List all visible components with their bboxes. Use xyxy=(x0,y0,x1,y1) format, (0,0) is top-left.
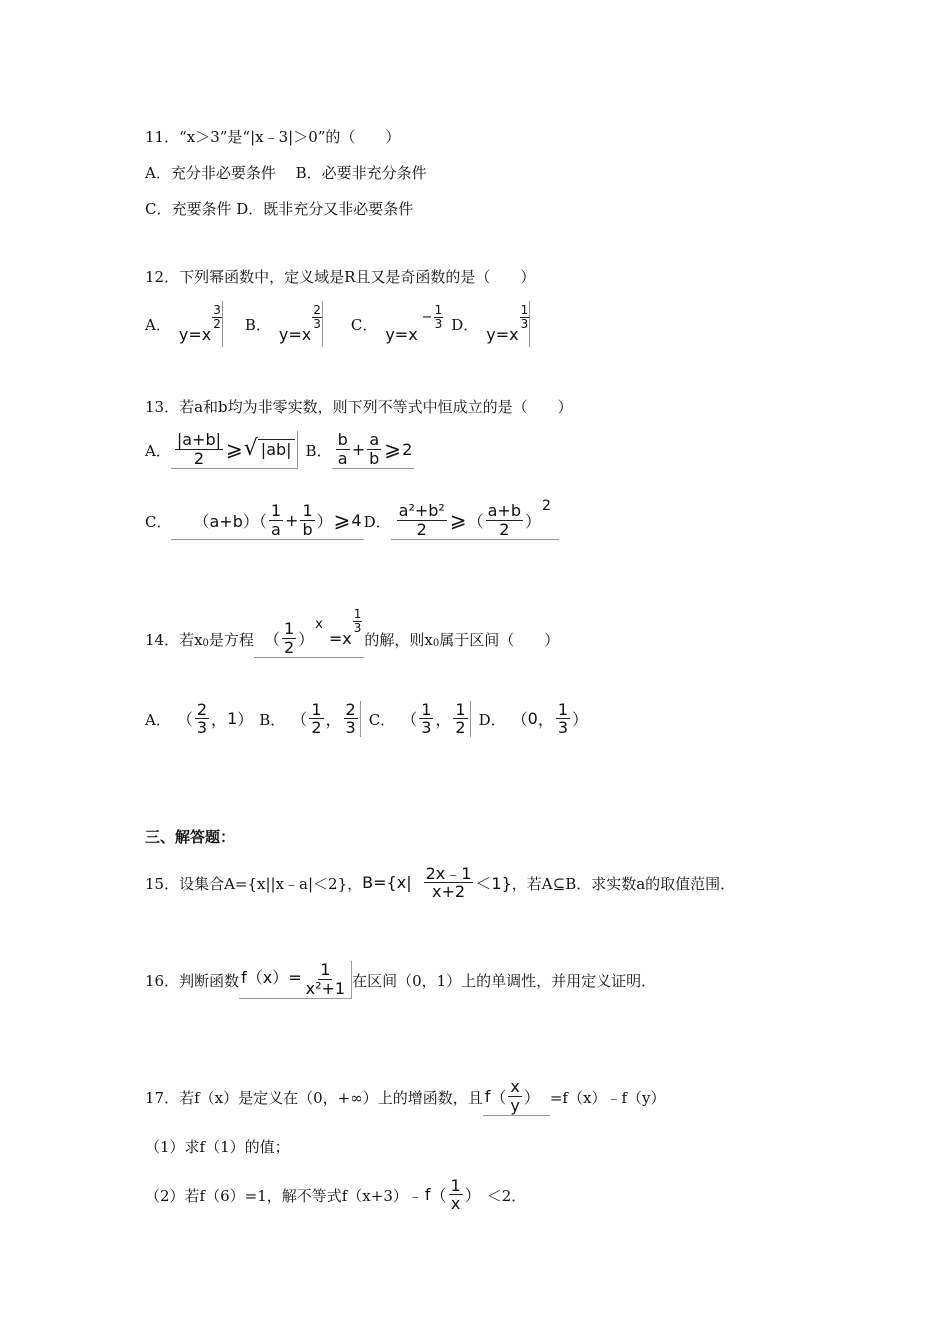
q14-option-d: （ 0 ， $\frac{1}{3}$ ） xyxy=(511,699,589,738)
q11-stem: 11．“x＞3”是“|x﹣3|＞0”的（ ） xyxy=(145,128,401,146)
q13-label-d: D． xyxy=(363,512,391,531)
q17-f-one-over-x: f （ $\frac{1}{x}$ ） xyxy=(424,1175,481,1214)
q13-label-b: B． xyxy=(305,441,332,460)
q13-options-ab xyxy=(145,426,414,474)
q12-stem: 12．下列幂函数中，定义域是R且又是奇函数的是（ ） xyxy=(145,268,536,286)
q17-stem: 17．若f（x）是定义在（0，+∞）上的增函数，且 f （ $\frac{x}{y}$ ） =f（x）﹣f（y） xyxy=(145,1077,666,1115)
q13-label-a: A． xyxy=(145,441,171,460)
q11-options-ab: A．充分非必要条件 B．必要非充分条件 xyxy=(145,164,427,182)
q16-stem: 16．判断函数 f（x）= $\frac{1}{\text{x²+1}}$ 在区间（0，1）上的单调性，并用定义证明． xyxy=(145,960,657,998)
q12-label-c: C． xyxy=(350,315,378,334)
q14-label-d: D． xyxy=(478,710,506,729)
q12-option-b-formula: y=x 2 3 xyxy=(279,301,323,347)
q12-option-a-formula: y=x 3 2 xyxy=(179,301,223,347)
q12-option-d-formula: y=x 1 3 xyxy=(486,301,530,347)
q14-options xyxy=(145,696,588,742)
q12-label-d: D． xyxy=(451,315,479,334)
section-heading: 三、解答题： xyxy=(145,828,236,846)
q11-options-cd: C．充要条件 D．既非充分又非必要条件 xyxy=(145,200,414,218)
q14-option-c: （ $\frac{1}{3}$ ， $\frac{1}{2}$ xyxy=(401,701,470,738)
q17-part2: （2）若f（6）=1，解不等式f（x+3）﹣ f （ $\frac{1}{x}$ ） ＜2． xyxy=(145,1175,527,1214)
q13-label-c: C． xyxy=(145,512,172,531)
q14-option-b: （ $\frac{1}{2}$ ， $\frac{2}{3}$ xyxy=(291,701,360,738)
q14-option-a: （ $\frac{2}{3}$ ， 1 ） xyxy=(176,699,254,738)
q13-stem: 13．若a和b均为非零实数，则下列不等式中恒成立的是（ ） xyxy=(145,398,573,416)
q12-option-c-formula: y=x − $\frac{1}{3}$ xyxy=(385,302,443,344)
q16-function: f（x）= $\frac{1}{\text{x²+1}}$ xyxy=(239,961,352,999)
q14-label-b: B． xyxy=(259,710,286,729)
q14-stem: 14．若x 0 是方程 （ $\frac{1}{2}$ ） x =x 1 3 的解，则x 0 属于区间（ ） xyxy=(145,607,560,657)
q13-option-c-formula: （a+b）（ $\frac{1}{a}$ + $\frac{1}{b}$ ） ⩾ 4 xyxy=(171,502,363,540)
q17-part1: （1）求f（1）的值； xyxy=(145,1138,290,1156)
q13-option-a-formula: $\frac{|a+b|}{2}$ ⩾ √ |ab| xyxy=(171,431,298,469)
q12-label-a: A． xyxy=(145,315,171,334)
q12-options xyxy=(145,302,530,346)
q15-stem: 15．设集合A={x||x﹣a|＜2}， B={x| $\frac{2x﹣1}{x+2}$ ＜1} ，若A⊆B．求实数a的取值范围． xyxy=(145,863,736,902)
q14-label-c: C． xyxy=(368,710,396,729)
q12-label-b: B． xyxy=(244,315,271,334)
q14-equation: （ $\frac{1}{2}$ ） x =x 1 3 xyxy=(254,620,364,658)
q13-option-d-formula: $\frac{\text{a²+b²}}{2}$ ⩾ （ $\frac{a+b}{2}$ ） 2 xyxy=(391,502,559,540)
q13-options-cd xyxy=(145,496,559,546)
q13-option-b-formula: $\frac{b}{a}$ + $\frac{a}{b}$ ⩾ 2 xyxy=(332,431,415,469)
q14-label-a: A． xyxy=(145,710,171,729)
q15-set-b: B={x| $\frac{2x﹣1}{x+2}$ ＜1} xyxy=(362,863,512,902)
q17-f-x-over-y: f （ $\frac{x}{y}$ ） xyxy=(483,1078,550,1116)
